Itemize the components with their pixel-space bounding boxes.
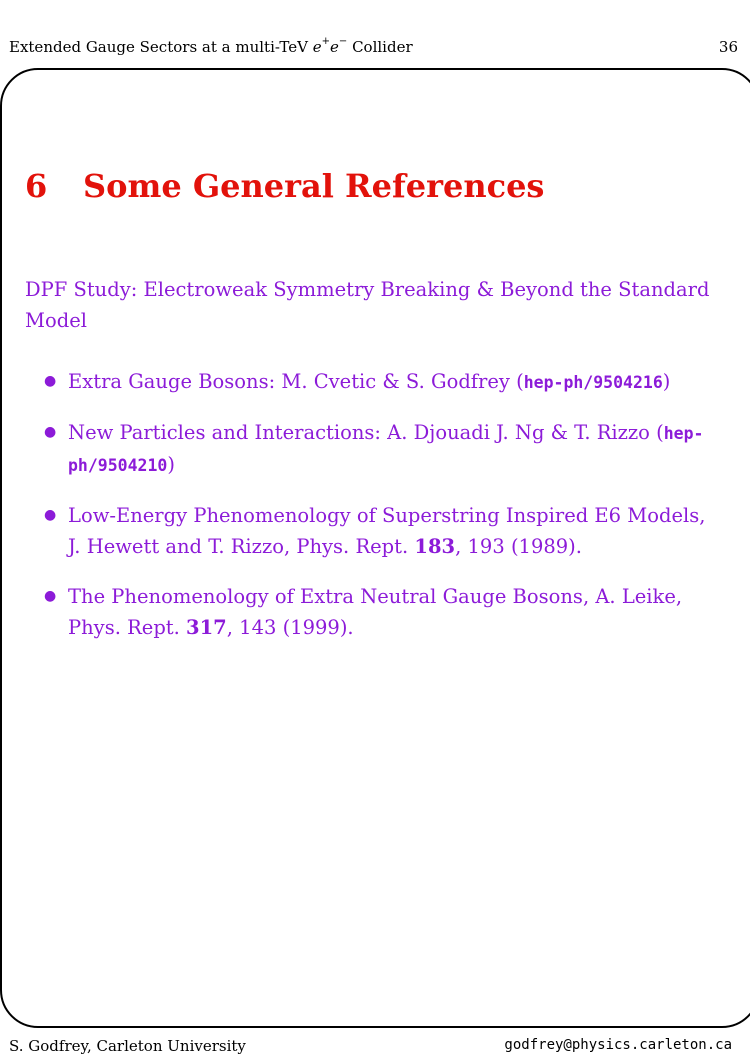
header-sup2: − (338, 36, 348, 47)
list-item (25, 417, 720, 481)
bullet-icon: ● (44, 373, 57, 389)
reference-text: Low-Energy Phenomenology of Superstring Inspired E6 Models, J. Hewett and T. Rizzo, Phys. Rept. (68, 504, 706, 558)
reference-code: hep-ph/9504210 (68, 424, 704, 475)
running-header (9, 38, 413, 56)
reference-text-after: ) (662, 370, 671, 393)
reference-volume: 183 (414, 535, 456, 558)
reference-text-after: , 143 (1999). (226, 616, 354, 639)
header-sup1: + (321, 36, 331, 47)
reference-text: New Particles and Interactions: A. Djouadi J. Ng & T. Rizzo ( (68, 421, 664, 444)
header-title-suffix: Collider (352, 38, 413, 56)
bullet-icon: ● (44, 588, 57, 604)
section-number: 6 (25, 167, 48, 205)
list-item (25, 366, 720, 398)
bullet-icon: ● (44, 424, 57, 440)
reference-text-after: , 193 (1989). (455, 535, 582, 558)
reference-code: hep-ph/9504216 (523, 373, 663, 392)
list-item (25, 500, 720, 562)
reference-text-after: ) (167, 453, 175, 476)
header-e2: e (330, 38, 339, 56)
bullet-icon: ● (44, 507, 57, 523)
footer-author: S. Godfrey, Carleton University (9, 1037, 246, 1055)
header-title-prefix: Extended Gauge Sectors at a multi-TeV (9, 38, 308, 56)
reference-text: The Phenomenology of Extra Neutral Gauge Bosons, A. Leike, Phys. Rept. (68, 585, 683, 639)
reference-text: Extra Gauge Bosons: M. Cvetic & S. Godfrey ( (68, 370, 524, 393)
reference-list (25, 366, 720, 662)
list-item (25, 581, 720, 643)
footer-email: godfrey@physics.carleton.ca (504, 1037, 732, 1053)
section-heading (25, 164, 544, 208)
reference-volume: 317 (186, 616, 227, 639)
section-title: Some General References (83, 167, 545, 205)
header-e1: e (312, 38, 322, 56)
page-number: 36 (718, 38, 738, 56)
intro-text: DPF Study: Electroweak Symmetry Breaking & Beyond the Standard Model (25, 278, 710, 332)
